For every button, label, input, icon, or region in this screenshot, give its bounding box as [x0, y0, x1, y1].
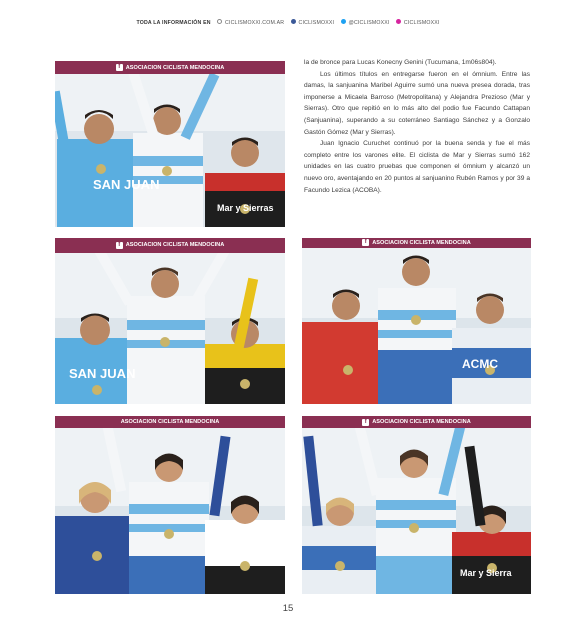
sponsor-banner — [302, 416, 531, 428]
banner-text: ASOCIACION CICLISTA MENDOCINA — [125, 242, 225, 249]
facebook-icon: f — [362, 419, 369, 426]
article-text — [304, 57, 530, 196]
podium-photo-3 — [302, 238, 531, 404]
header-lead: TODA LA INFORMACIÓN EN — [136, 20, 211, 26]
instagram-icon — [396, 19, 401, 24]
twitter-icon — [341, 19, 346, 24]
sponsor-banner — [55, 61, 285, 74]
banner-text: ASOCIACION CICLISTA MENDOCINA — [120, 419, 220, 426]
podium-photo-5-image — [302, 416, 531, 594]
facebook-icon — [291, 19, 296, 24]
header-website[interactable]: CICLISMOXXI.COM.AR — [225, 20, 285, 26]
article-paragraph: la de bronce para Lucas Konecny Genini (Tucumana, 1m06s804). — [304, 59, 497, 66]
jersey-text: SAN JUAN — [69, 366, 136, 381]
podium-photo-2-image — [55, 238, 285, 404]
jersey-text: ACMC — [462, 357, 498, 371]
banner-text: ASOCIACION CICLISTA MENDOCINA — [372, 239, 471, 246]
podium-photo-2 — [55, 238, 285, 404]
podium-photo-4 — [55, 416, 285, 594]
article-paragraph: Los últimos títulos en entregarse fueron en el ómnium. Entre las damas, la sanjuanina Maribel Aguirre sumó una nueva presea dorada, tras imponerse a Micaela Barroso (Metropolitana) y Alejandra Prezioso (Mar y Sierras). Otro que repitió en lo más alto del podio fue Facundo Cattapan (Sanjuanina), superando a su coterráneo Santiago Sánchez y a Gonzalo Gastón Gómez (Mar y Sierras). — [304, 70, 530, 136]
podium-photo-1 — [55, 61, 285, 227]
header-facebook[interactable]: CICLISMOXXI — [298, 20, 335, 26]
jersey-text: Mar y Sierras — [217, 203, 274, 213]
facebook-icon: f — [116, 242, 123, 249]
podium-photo-4-image — [55, 416, 285, 594]
globe-icon — [217, 19, 222, 24]
sponsor-banner — [55, 416, 285, 428]
podium-photo-3-image — [302, 238, 531, 404]
jersey-text: SAN JUAN — [93, 177, 160, 192]
banner-text: ASOCIACION CICLISTA MENDOCINA — [125, 64, 225, 71]
podium-photo-5 — [302, 416, 531, 594]
header-instagram[interactable]: CICLISMOXXI — [403, 20, 440, 26]
sponsor-banner — [55, 238, 285, 253]
page-number: 15 — [282, 603, 294, 614]
banner-text: ASOCIACION CICLISTA MENDOCINA — [372, 419, 471, 426]
podium-photo-1-image — [55, 61, 285, 227]
jersey-text: Mar y Sierra — [460, 568, 512, 578]
facebook-icon: f — [116, 64, 123, 71]
article-paragraph: Juan Ignacio Curuchet continuó por la buena senda y fue el más completo entre los varones elite. El ciclista de Mar y Sierras sumó 162 unidades en las cuatro pruebas que componen el ómnium y alcanzó un nuevo oro, aventajando en 20 puntos al sanjuanino Rubén Ramos y por 39 a Facundo Lezica (ACOBA). — [304, 140, 530, 194]
sponsor-banner — [302, 238, 531, 248]
header-twitter[interactable]: @CICLISMOXXI — [348, 20, 390, 26]
header-bar — [0, 20, 576, 26]
facebook-icon: f — [362, 239, 369, 246]
